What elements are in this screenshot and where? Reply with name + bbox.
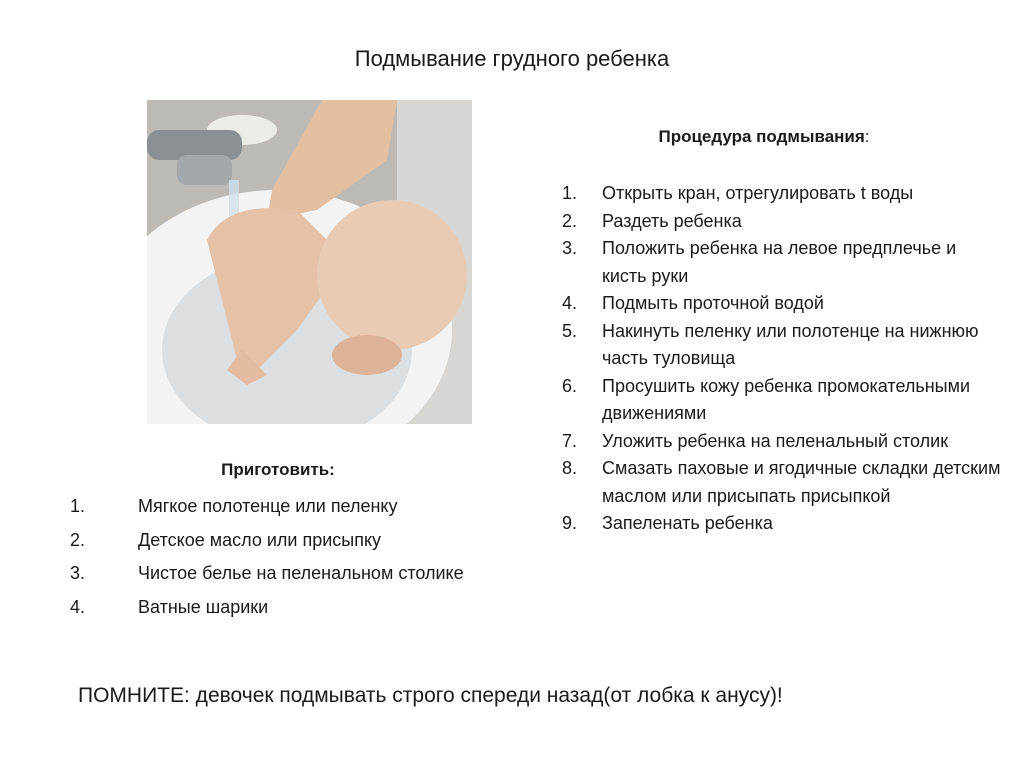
list-item: 4. Подмыть проточной водой [562,293,824,313]
list-item: 1. Открыть кран, отрегулировать t воды [562,183,914,203]
list-item: 5. Накинуть пеленку или полотенце на нижнюю часть туловища [562,320,979,368]
list-item: 1. Мягкое полотенце или пеленку [70,496,398,516]
page-title: Подмывание грудного ребенка [354,46,670,71]
list-item: 8. Смазать паховые и ягодичные складки детским маслом или присыпать присыпкой [562,458,1001,506]
list-item: 3. Чистое белье на пеленальном столике [70,563,464,583]
procedure-list [562,180,1002,538]
remember-note: ПОМНИТЕ: девочек подмывать строго спереди назад(от лобка к анусу)! [78,684,783,707]
prepare-heading: Приготовить: [221,460,335,479]
list-item: 2. Детское масло или присыпку [70,529,382,550]
list-item: 4. Ватные шарики [70,596,269,617]
baby-washing-photo [147,100,472,424]
list-item: 7. Уложить ребенка на пеленальный столик [562,430,949,451]
list-item: 2. Раздеть ребенка [562,210,742,231]
list-item: 6. Просушить кожу ребенка промокательными движениями [562,375,971,423]
prepare-list [70,493,470,627]
list-item: 3. Положить ребенка на левое предплечье и кисть руки [562,238,957,286]
procedure-heading: Процедура подмывания: [658,127,870,146]
list-item: 9. Запеленать ребенка [562,513,773,533]
